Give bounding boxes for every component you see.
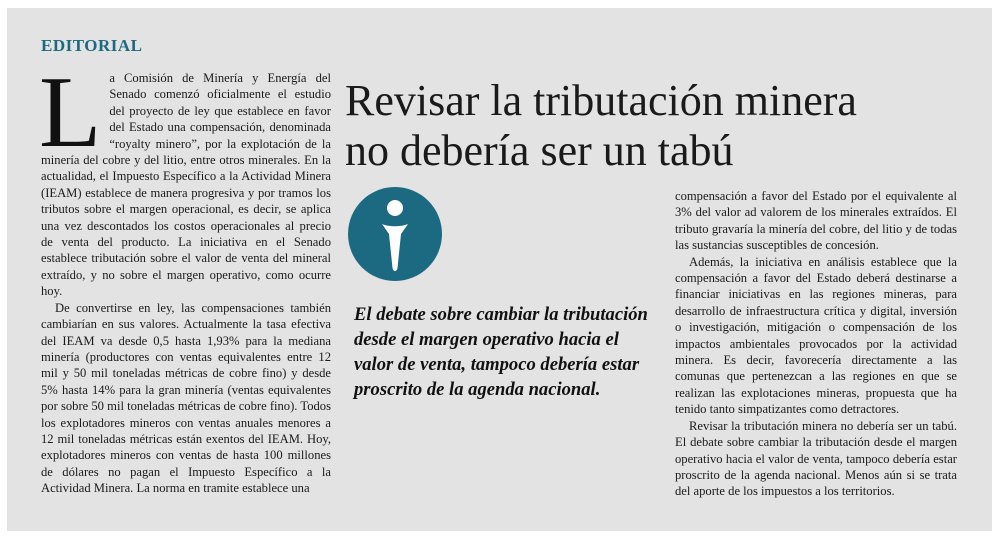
left-paragraph-1	[39, 56, 331, 300]
section-label: EDITORIAL	[41, 36, 143, 55]
left-paragraph-1-text: a Comisión de Minería y Energía del Senado comenzó oficialmente el estudio del proyecto de ley que establece en favor del Estado una compensación, denominada “royalty minero”, por la explotación de la minería del cobre y del litio, entre otros minerales. En la actualidad, el Impuesto Específico a la Actividad Minera (IEAM) establece de manera progresiva y por tramos los tributos sobre el margen operacional, es decir, se aplica una vez descontados los costos operacionales al precio de venta del producto. La iniciativa en el Senado establece tributación sobre el valor de venta del mineral extraído, y no sobre el margen operativo, como ocurre hoy.	[41, 71, 331, 299]
right-paragraph-2: Además, la iniciativa en análisis establece que la compensación a favor del Estado deberá destinarse a financiar iniciativas en las regiones mineras, para desarrollo de infraestructura crítica y digital, inversión o investigación, mitigación o compensación de los impactos ambientales provocados por la actividad minera. Es decir, favorecería directamente a las comunas que pertenezcan a las regiones en que se realizan las explotaciones mineras, propuesta que ha tenido tanto simpatizantes como detractores.	[675, 254, 957, 417]
headline: Revisar la tributación minera no debería ser un tabú	[345, 76, 857, 175]
right-column	[675, 188, 957, 500]
info-icon	[347, 186, 443, 282]
right-paragraph-3: Revisar la tributación minera no debería ser un tabú. El debate sobre cambiar la tributación desde el margen operativo hacia el valor de venta, tampoco debería estar proscrito de la agenda nacional. Menos aún si se trata del aporte de los impuestos a los territorios.	[675, 418, 957, 499]
pull-quote: El debate sobre cambiar la tributación desde el margen operativo hacia el valor de venta, tampoco debería estar proscrito de la agenda nacional.	[354, 304, 648, 400]
left-paragraph-2: De convertirse en ley, las compensaciones también cambiarían en sus valores. Actualmente la tasa efectiva del IEAM va desde 0,5 hasta 1,93% para la mediana minería (productores con ventas equivalentes entre 12 mil y 50 mil toneladas métricas de cobre fino) y desde 5% hasta 14% para la gran minería (ventas equivalentes por sobre 50 mil toneladas métricas de cobre fino). Todos los explotadores mineros con ventas anuales menores a 12 mil toneladas métricas están exentos del IEAM. Hoy, explotadores mineros con ventas de hasta 100 millones de dólares no pagan el Impuesto Específico a la Actividad Minera. La norma en tramite establece una	[41, 300, 331, 496]
left-column	[39, 56, 331, 497]
drop-cap: L	[39, 56, 102, 169]
right-paragraph-1: compensación a favor del Estado por el equivalente al 3% del valor ad valorem de los minerales extraídos. El tributo gravaría la minería del cobre, del litio y de todas las sustancias susceptibles de concesión.	[675, 189, 957, 253]
newspaper-page	[7, 8, 992, 531]
